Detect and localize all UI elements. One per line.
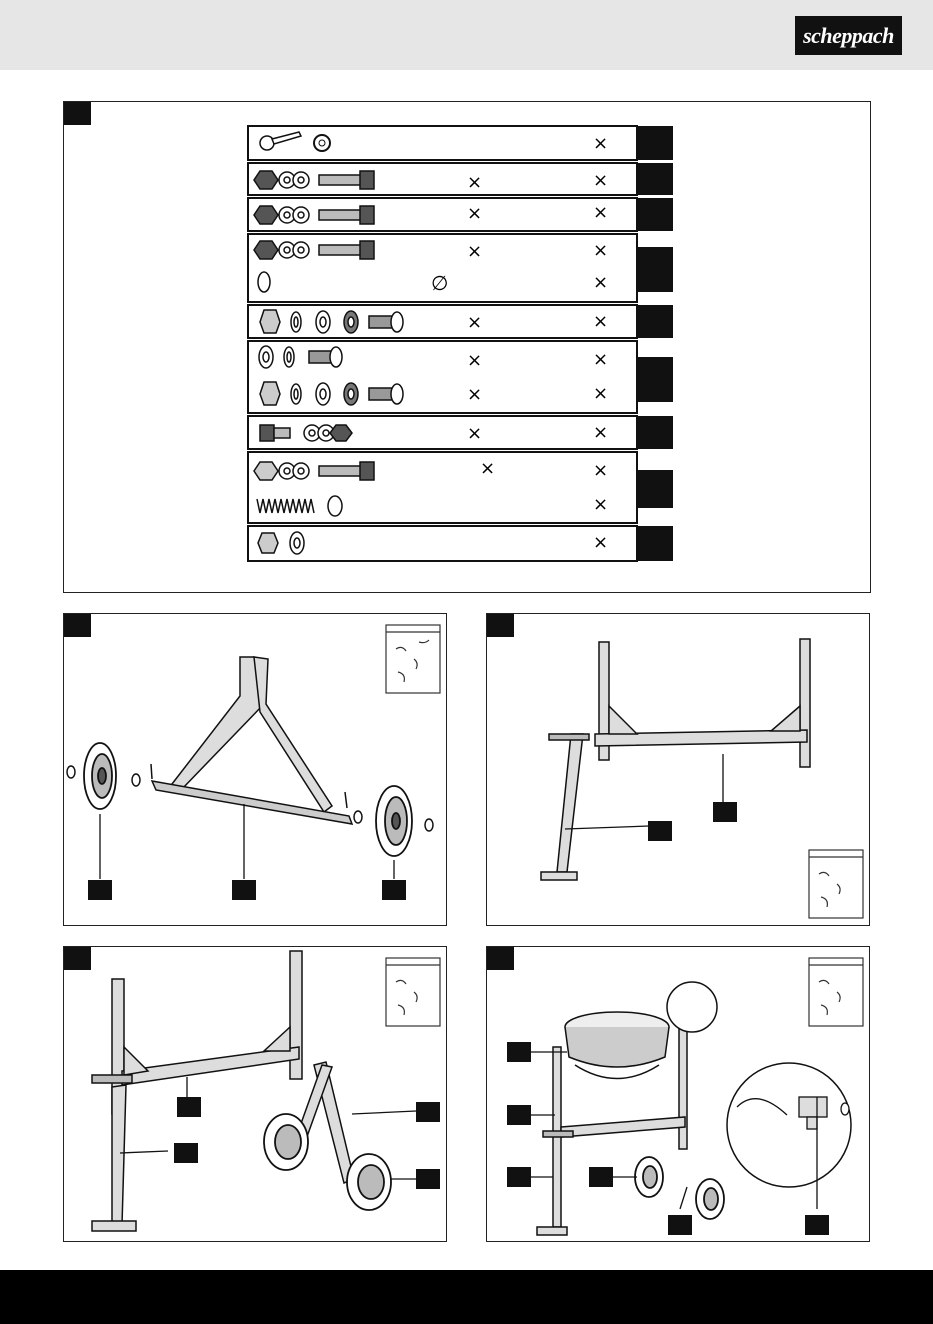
wheel-icon (696, 1179, 724, 1219)
spring-icon (257, 499, 314, 513)
qty-mark: × (467, 241, 483, 262)
step-panel-drum (486, 946, 870, 1242)
qty-mark: × (467, 350, 483, 371)
qty-mark: × (593, 383, 609, 404)
detail-circle-small (667, 982, 717, 1032)
wheel-icon (264, 1114, 308, 1170)
step-panel-wheels (63, 613, 447, 926)
qty-mark: × (467, 172, 483, 193)
wheel-icon (84, 743, 116, 809)
qty-mark: × (467, 312, 483, 333)
ring-icon (258, 272, 270, 292)
hardware-panel (63, 101, 871, 593)
parts-bag-icon (809, 958, 863, 1026)
qty-mark: × (593, 170, 609, 191)
brand-logo: scheppach (795, 16, 902, 55)
qty-mark: × (593, 494, 609, 515)
qty-mark: × (593, 202, 609, 223)
parts-bag-icon (386, 625, 440, 693)
detail-circle-large (727, 1063, 851, 1187)
qty-mark: × (593, 240, 609, 261)
header-bar (0, 0, 933, 70)
diameter-symbol: ∅ (431, 271, 449, 295)
step-panel-legs (63, 946, 447, 1242)
qty-mark: × (480, 458, 496, 479)
qty-mark: × (593, 311, 609, 332)
wheel-icon (635, 1157, 663, 1197)
qty-mark: × (467, 423, 483, 444)
qty-mark: × (593, 349, 609, 370)
qty-mark: × (593, 460, 609, 481)
footer-bar (0, 1270, 933, 1324)
qty-mark: × (593, 422, 609, 443)
wheel-icon (347, 1154, 391, 1210)
qty-mark: × (593, 272, 609, 293)
qty-mark: × (467, 203, 483, 224)
wheel-icon (376, 786, 412, 856)
parts-bag-icon (809, 850, 863, 918)
qty-mark: × (467, 384, 483, 405)
qty-mark: × (593, 532, 609, 553)
step-panel-frame (486, 613, 870, 926)
pin-icon (260, 132, 301, 150)
qty-mark: × (593, 133, 609, 154)
parts-bag-icon (386, 958, 440, 1026)
